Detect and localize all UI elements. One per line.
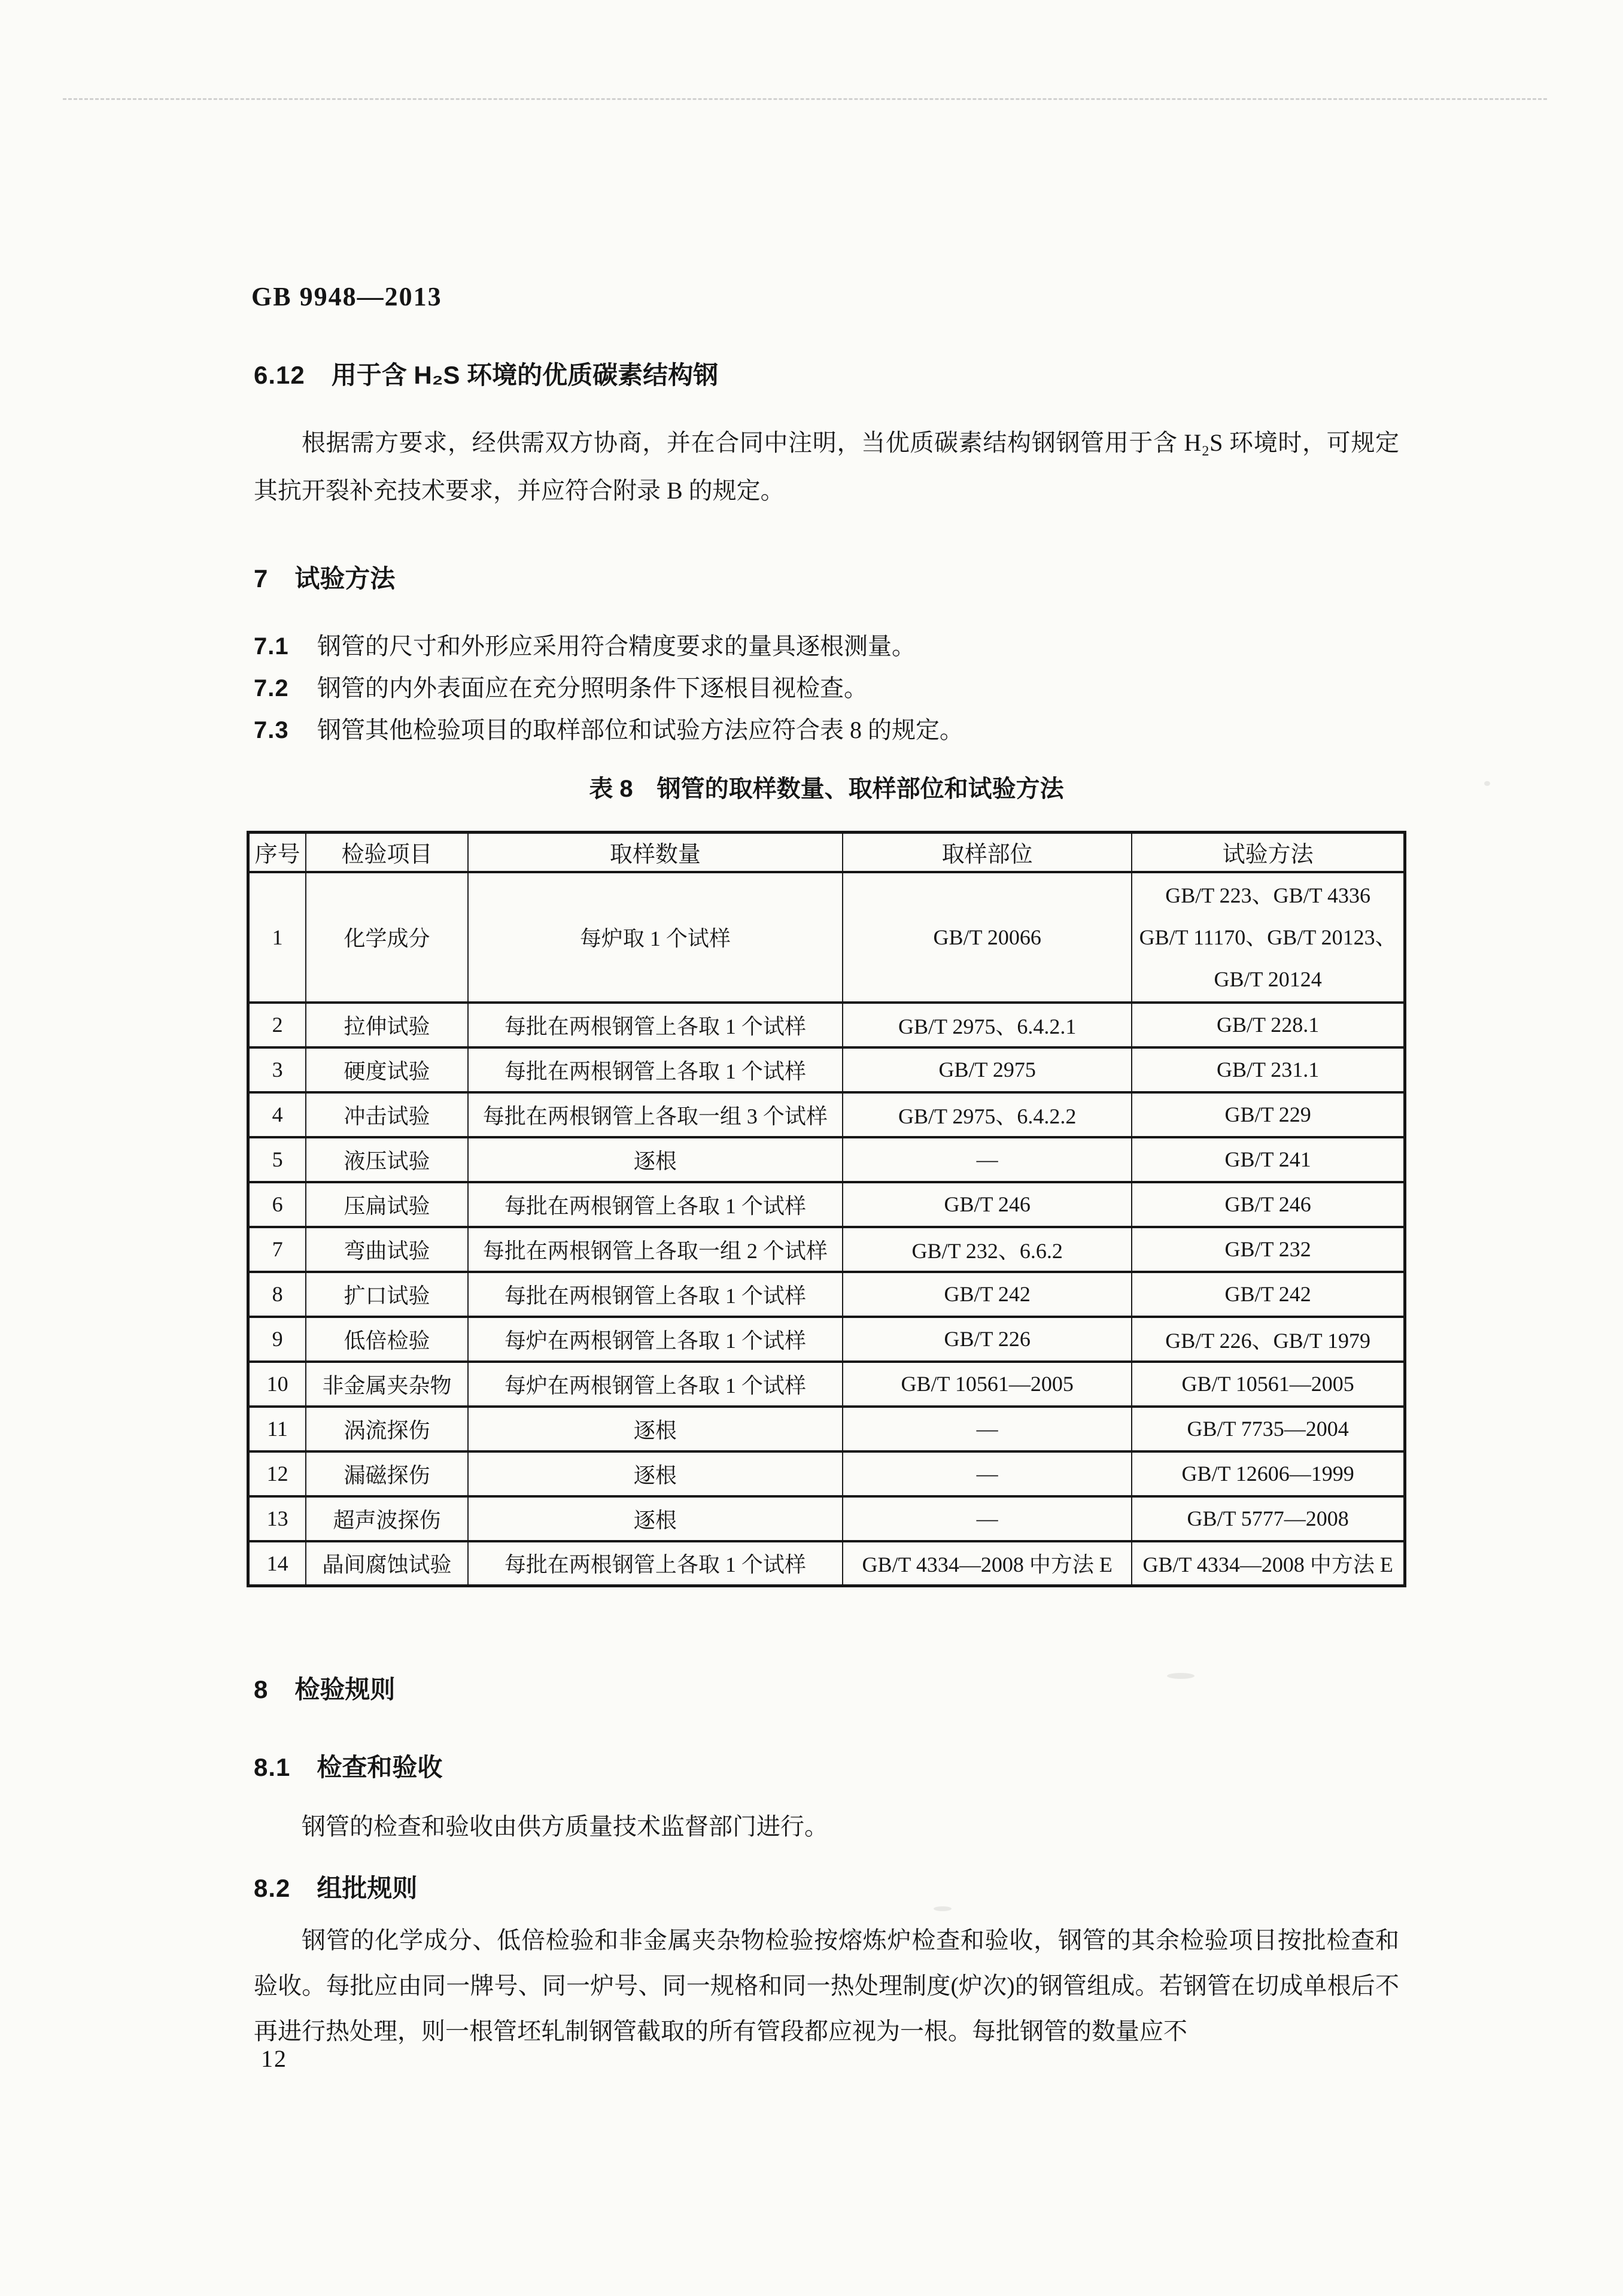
cell-item: 超声波探伤 [306,1496,468,1541]
table-row [248,1407,1405,1451]
cell-qty: 每批在两根钢管上各取 1 个试样 [468,1541,843,1586]
cell-loc: GB/T 4334—2008 中方法 E [843,1541,1132,1586]
cell-qty: 逐根 [468,1137,843,1182]
table-row [248,1137,1405,1182]
cell-method: GB/T 10561—2005 [1132,1362,1405,1407]
cell-seq: 14 [248,1541,306,1586]
cell-seq: 2 [248,1003,306,1047]
cell-seq: 12 [248,1451,306,1496]
paragraph-8-2: 钢管的化学成分、低倍检验和非金属夹杂物检验按熔炼炉检查和验收，钢管的其余检验项目按批检查和验收。每批应由同一牌号、同一炉号、同一规格和同一热处理制度(炉次)的钢管组成。若钢管在切成单根后不再进行热处理，则一根管坯轧制钢管截取的所有管段都应视为一根。每批钢管的数量应不 [254,1927,1399,2045]
cell-seq: 9 [248,1317,306,1362]
cell-loc: GB/T 246 [843,1182,1132,1227]
table-row [248,1496,1405,1541]
cell-loc: GB/T 2975 [843,1047,1132,1092]
table-row [248,1272,1405,1317]
cell-item: 硬度试验 [306,1047,468,1092]
cell-seq: 1 [248,872,306,1003]
method-line: GB/T 11170、GB/T 20123、 [1139,925,1397,949]
cell-item: 弯曲试验 [306,1227,468,1272]
doc-code: GB 9948—2013 [251,282,442,311]
cell-method: GB/T 229 [1132,1092,1405,1137]
table-row [248,1182,1405,1227]
cell-qty: 每批在两根钢管上各取一组 3 个试样 [468,1092,843,1137]
section-heading-8-1 [254,1748,442,1784]
method-line: GB/T 223、GB/T 4336 [1165,883,1370,907]
table-row [248,1092,1405,1137]
cell-seq: 7 [248,1227,306,1272]
cell-method: GB/T 241 [1132,1137,1405,1182]
cell-seq: 4 [248,1092,306,1137]
clause-text: 钢管其他检验项目的取样部位和试验方法应符合表 8 的规定。 [317,716,964,743]
table-row [248,1227,1405,1272]
cell-qty: 每批在两根钢管上各取一组 2 个试样 [468,1227,843,1272]
cell-seq: 11 [248,1407,306,1451]
col-header-qty: 取样数量 [468,833,843,872]
cell-qty: 每炉在两根钢管上各取 1 个试样 [468,1317,843,1362]
cell-item: 液压试验 [306,1137,468,1182]
cell-item: 拉伸试验 [306,1003,468,1047]
cell-method: GB/T 232 [1132,1227,1405,1272]
col-header-loc: 取样部位 [843,833,1132,872]
section-number: 6.12 [254,361,305,389]
table-row [248,1047,1405,1092]
section-title: 检查和验收 [317,1753,443,1781]
cell-item: 漏磁探伤 [306,1451,468,1496]
cell-qty: 每炉在两根钢管上各取 1 个试样 [468,1362,843,1407]
scan-artifact-speck [934,1906,952,1911]
cell-qty: 每炉取 1 个试样 [468,872,843,1003]
cell-loc: — [843,1451,1132,1496]
scan-artifact-line [63,98,1547,100]
cell-method: GB/T 5777—2008 [1132,1496,1405,1541]
table-row [248,1317,1405,1362]
clause-number: 7.3 [254,717,289,743]
cell-method: GB/T 228.1 [1132,1003,1405,1047]
page-number: 12 [261,2045,287,2072]
col-header-item: 检验项目 [306,833,468,872]
table-row [248,1362,1405,1407]
clause-number: 7.1 [254,633,289,660]
col-header-method: 试验方法 [1132,833,1405,872]
section-title: 试验方法 [294,564,396,593]
cell-seq: 13 [248,1496,306,1541]
clause-number: 7.2 [254,675,289,701]
table-row [248,872,1405,1003]
cell-loc: GB/T 242 [843,1272,1132,1317]
paragraph-6-12: 根据需方要求，经供需双方协商，并在合同中注明，当优质碳素结构钢钢管用于含 H₂S 环境时，可规定其抗开裂补充技术要求，并应符合附录 B 的规定。 [254,429,1399,504]
cell-method: GB/T 242 [1132,1272,1405,1317]
cell-loc: — [843,1496,1132,1541]
cell-loc: GB/T 20066 [843,872,1132,1003]
cell-item: 低倍检验 [306,1317,468,1362]
cell-seq: 5 [248,1137,306,1182]
cell-seq: 3 [248,1047,306,1092]
table-header-row [248,833,1405,872]
section-number: 7 [254,564,269,593]
cell-method: GB/T 4334—2008 中方法 E [1132,1541,1405,1586]
section-title: 用于含 H₂S 环境的优质碳素结构钢 [331,361,719,389]
scan-artifact-speck [1167,1673,1195,1679]
section-heading-8-2 [254,1869,417,1905]
table-8-caption: 表 8 钢管的取样数量、取样部位和试验方法 [589,776,1064,802]
clause-text: 钢管的内外表面应在充分照明条件下逐根目视检查。 [317,675,868,701]
table-row [248,1541,1405,1586]
scan-artifact-speck [1484,781,1490,786]
cell-method: GB/T 7735—2004 [1132,1407,1405,1451]
cell-qty: 逐根 [468,1407,843,1451]
col-header-seq: 序号 [248,833,306,872]
cell-loc: GB/T 10561—2005 [843,1362,1132,1407]
cell-loc: GB/T 2975、6.4.2.1 [843,1003,1132,1047]
table-row [248,1003,1405,1047]
cell-qty: 逐根 [468,1451,843,1496]
cell-method: GB/T 12606—1999 [1132,1451,1405,1496]
paragraph-8-1: 钢管的检查和验收由供方质量技术监督部门进行。 [302,1813,828,1840]
clause-text: 钢管的尺寸和外形应采用符合精度要求的量具逐根测量。 [317,633,916,660]
cell-seq: 6 [248,1182,306,1227]
cell-method: GB/T 226、GB/T 1979 [1132,1317,1405,1362]
cell-item: 化学成分 [306,872,468,1003]
cell-method: GB/T 246 [1132,1182,1405,1227]
cell-method: GB/T 231.1 [1132,1047,1405,1092]
cell-item: 涡流探伤 [306,1407,468,1451]
cell-loc: — [843,1407,1132,1451]
method-line: GB/T 20124 [1214,967,1322,991]
cell-item: 非金属夹杂物 [306,1362,468,1407]
cell-qty: 每批在两根钢管上各取 1 个试样 [468,1182,843,1227]
section-title: 组批规则 [317,1874,418,1902]
section-heading-7 [254,559,395,595]
section-title: 检验规则 [294,1675,396,1703]
section-number: 8 [254,1675,269,1703]
section-heading-6-12 [254,356,718,391]
cell-loc: — [843,1137,1132,1182]
cell-loc: GB/T 2975、6.4.2.2 [843,1092,1132,1137]
section-number: 8.2 [254,1874,291,1902]
cell-seq: 8 [248,1272,306,1317]
section-heading-8 [254,1670,395,1706]
cell-loc: GB/T 232、6.6.2 [843,1227,1132,1272]
cell-item: 压扁试验 [306,1182,468,1227]
clause-7-3 [254,711,1451,745]
cell-method [1132,872,1405,1003]
clause-7-2 [254,669,1451,703]
table-8 [247,831,1406,1587]
cell-seq: 10 [248,1362,306,1407]
cell-item: 扩口试验 [306,1272,468,1317]
cell-qty: 每批在两根钢管上各取 1 个试样 [468,1272,843,1317]
cell-qty: 每批在两根钢管上各取 1 个试样 [468,1047,843,1092]
table-row [248,1451,1405,1496]
cell-item: 晶间腐蚀试验 [306,1541,468,1586]
section-number: 8.1 [254,1753,291,1781]
cell-loc: GB/T 226 [843,1317,1132,1362]
cell-item: 冲击试验 [306,1092,468,1137]
cell-qty: 逐根 [468,1496,843,1541]
clause-7-1 [254,627,1451,661]
cell-qty: 每批在两根钢管上各取 1 个试样 [468,1003,843,1047]
